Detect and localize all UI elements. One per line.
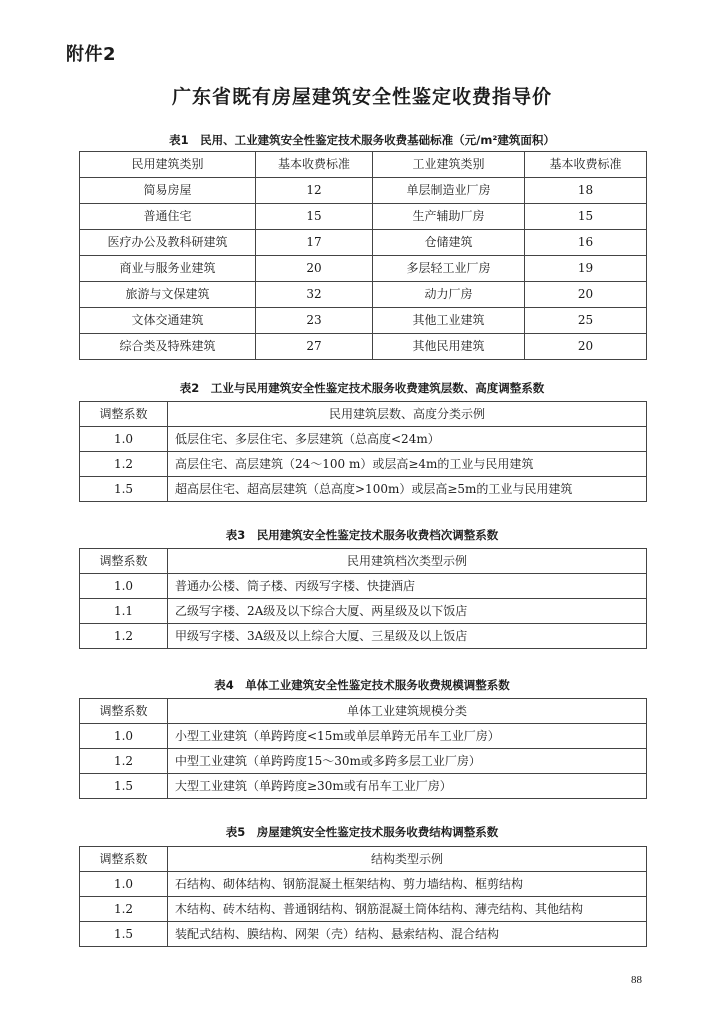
classification-example: 装配式结构、膜结构、网架（壳）结构、悬索结构、混合结构 [168,922,647,947]
adjustment-factor: 1.2 [80,749,168,774]
table-row [80,724,647,749]
adjustment-factor: 1.5 [80,922,168,947]
column-header: 基本收费标准 [256,152,373,178]
table2-caption: 表2 工业与民用建筑安全性鉴定技术服务收费建筑层数、高度调整系数 [179,381,545,395]
table3-caption: 表3 民用建筑安全性鉴定技术服务收费档次调整系数 [225,528,499,542]
industrial-building-type: 生产辅助厂房 [373,204,525,230]
classification-example: 高层住宅、高层建筑（24～100 m）或层高≥4m的工业与民用建筑 [168,452,647,477]
adjustment-factor: 1.0 [80,427,168,452]
classification-example: 普通办公楼、筒子楼、丙级写字楼、快捷酒店 [168,574,647,599]
civil-building-type: 普通住宅 [80,204,256,230]
adjustment-factor: 1.1 [80,599,168,624]
table-row [80,256,647,282]
adjustment-factor: 1.0 [80,872,168,897]
table-row [80,897,647,922]
industrial-building-type: 单层制造业厂房 [373,178,525,204]
column-header: 基本收费标准 [525,152,647,178]
table-row [80,624,647,649]
civil-building-type: 旅游与文保建筑 [80,282,256,308]
annex-label: 附件2 [66,44,117,65]
table-row [80,452,647,477]
table-header-row [80,152,647,178]
industrial-base-fee: 19 [525,256,647,282]
classification-example: 低层住宅、多层住宅、多层建筑（总高度<24m） [168,427,647,452]
table-row [80,872,647,897]
adjustment-factor: 1.2 [80,624,168,649]
civil-base-fee: 15 [256,204,373,230]
industrial-building-type: 动力厂房 [373,282,525,308]
column-header: 调整系数 [80,699,168,724]
table5-caption: 表5 房屋建筑安全性鉴定技术服务收费结构调整系数 [225,825,499,839]
industrial-building-type: 多层轻工业厂房 [373,256,525,282]
column-header: 民用建筑层数、高度分类示例 [168,402,647,427]
table-header-row [80,549,647,574]
table-row [80,774,647,799]
column-header: 民用建筑类别 [80,152,256,178]
adjustment-factor: 1.2 [80,452,168,477]
table-row [80,749,647,774]
table-row [80,477,647,502]
table2-height-adjustment [79,401,647,502]
table-row [80,230,647,256]
industrial-base-fee: 20 [525,282,647,308]
civil-building-type: 综合类及特殊建筑 [80,334,256,360]
adjustment-factor: 1.0 [80,724,168,749]
civil-base-fee: 27 [256,334,373,360]
column-header: 调整系数 [80,402,168,427]
civil-building-type: 医疗办公及教科研建筑 [80,230,256,256]
civil-base-fee: 32 [256,282,373,308]
industrial-building-type: 其他民用建筑 [373,334,525,360]
column-header: 单体工业建筑规模分类 [168,699,647,724]
table1-caption: 表1 民用、工业建筑安全性鉴定技术服务收费基础标准（元/m²建筑面积） [169,133,555,147]
page-number: 88 [631,974,642,986]
classification-example: 乙级写字楼、2A级及以下综合大厦、两星级及以下饭店 [168,599,647,624]
column-header: 调整系数 [80,847,168,872]
table5-structure-adjustment [79,846,647,947]
civil-base-fee: 23 [256,308,373,334]
classification-example: 超高层住宅、超高层建筑（总高度>100m）或层高≥5m的工业与民用建筑 [168,477,647,502]
table-row [80,574,647,599]
classification-example: 大型工业建筑（单跨跨度≥30m或有吊车工业厂房） [168,774,647,799]
industrial-base-fee: 15 [525,204,647,230]
table1-base-fee-standards [79,151,647,360]
civil-building-type: 文体交通建筑 [80,308,256,334]
table-row [80,427,647,452]
table-header-row [80,847,647,872]
civil-building-type: 简易房屋 [80,178,256,204]
column-header: 民用建筑档次类型示例 [168,549,647,574]
classification-example: 石结构、砌体结构、钢筋混凝土框架结构、剪力墙结构、框剪结构 [168,872,647,897]
industrial-base-fee: 25 [525,308,647,334]
column-header: 调整系数 [80,549,168,574]
classification-example: 小型工业建筑（单跨跨度<15m或单层单跨无吊车工业厂房） [168,724,647,749]
table-row [80,178,647,204]
table-header-row [80,699,647,724]
industrial-base-fee: 20 [525,334,647,360]
table-row [80,599,647,624]
adjustment-factor: 1.2 [80,897,168,922]
civil-base-fee: 12 [256,178,373,204]
table-row [80,282,647,308]
document-title: 广东省既有房屋建筑安全性鉴定收费指导价 [171,86,552,108]
industrial-building-type: 仓储建筑 [373,230,525,256]
table-row [80,204,647,230]
industrial-building-type: 其他工业建筑 [373,308,525,334]
industrial-base-fee: 16 [525,230,647,256]
civil-base-fee: 20 [256,256,373,282]
table-header-row [80,402,647,427]
table-row [80,334,647,360]
classification-example: 中型工业建筑（单跨跨度15～30m或多跨多层工业厂房） [168,749,647,774]
classification-example: 木结构、砖木结构、普通钢结构、钢筋混凝土筒体结构、薄壳结构、其他结构 [168,897,647,922]
column-header: 结构类型示例 [168,847,647,872]
adjustment-factor: 1.0 [80,574,168,599]
table-row [80,922,647,947]
civil-base-fee: 17 [256,230,373,256]
table4-scale-adjustment [79,698,647,799]
table4-caption: 表4 单体工业建筑安全性鉴定技术服务收费规模调整系数 [214,678,510,692]
civil-building-type: 商业与服务业建筑 [80,256,256,282]
table-row [80,308,647,334]
adjustment-factor: 1.5 [80,477,168,502]
column-header: 工业建筑类别 [373,152,525,178]
adjustment-factor: 1.5 [80,774,168,799]
table3-grade-adjustment [79,548,647,649]
classification-example: 甲级写字楼、3A级及以上综合大厦、三星级及以上饭店 [168,624,647,649]
industrial-base-fee: 18 [525,178,647,204]
